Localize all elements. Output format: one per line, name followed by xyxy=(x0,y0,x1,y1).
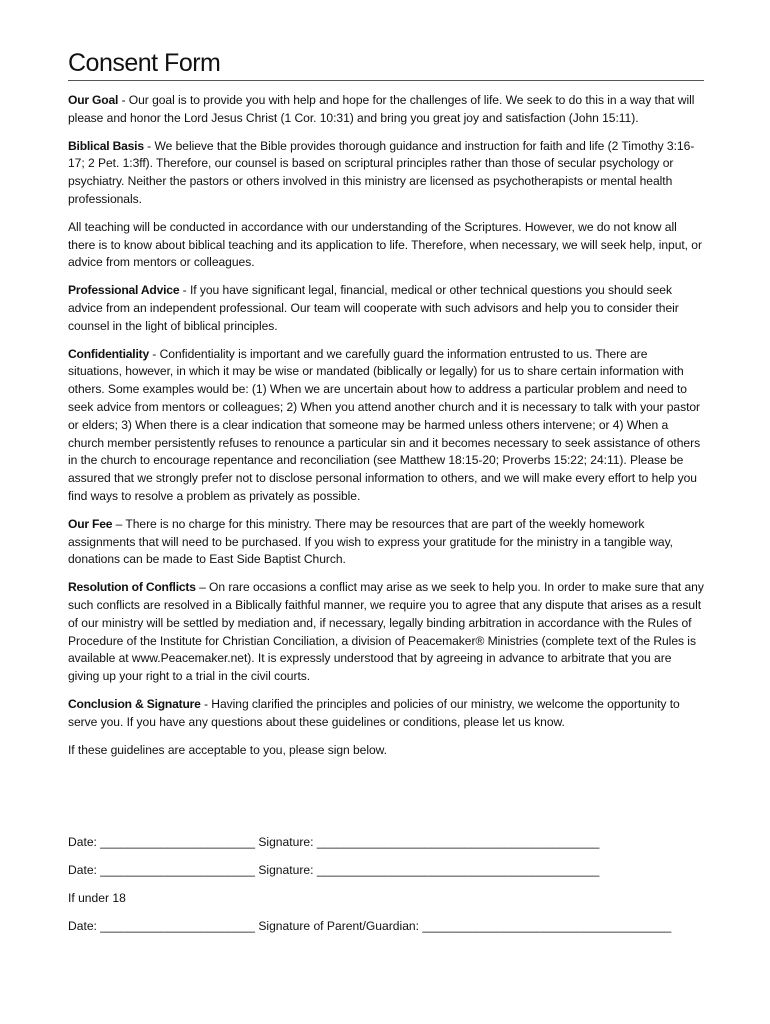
section-heading: Biblical Basis xyxy=(68,138,144,153)
section-our-goal xyxy=(68,92,704,128)
section-body: – There is no charge for this ministry. There may be resources that are part of the weekly homework assignments that will need to be purchased. If you wish to express your gratitude for the ministry in a tangible way, donations can be made to East Side Baptist Church. xyxy=(68,516,673,567)
parent-signature-line[interactable]: Date: _______________________ Signature of Parent/Guardian: _____________________________________ xyxy=(68,919,672,933)
section-teaching xyxy=(68,219,704,272)
section-heading: Our Goal xyxy=(68,93,119,107)
section-body: - Our goal is to provide you with help and hope for the challenges of life. We seek to do this in a way that will please and honor the Lord Jesus Christ (1 Cor. 10:31) and bring you great joy and satisfaction (John 15:11). xyxy=(68,93,695,125)
section-our-fee xyxy=(68,516,704,569)
section-heading: Confidentiality xyxy=(68,346,149,361)
section-body: - If you have significant legal, financial, medical or other technical questions you should seek advice from an independent professional. Our team will cooperate with such advisors and help you to consider their counsel in the light of biblical principles. xyxy=(68,283,679,333)
section-heading: Resolution of Conflicts xyxy=(68,580,196,595)
section-body: – On rare occasions a conflict may arise as we seek to help you. In order to make sure that any such conflicts are resolved in a Biblically faithful manner, we require you to agree that any dispute that arises as a result of our ministry will be settled by mediation and, if necessary, legally binding arbitration in accordance with the Rules of Procedure of the Institute for Christian Conciliation, a division of Peacemaker® Ministries (complete text of the Rules is available at www.Peacemaker.net). It is expressly understood that by agreeing in advance to arbitrate that you are giving up your right to a trial in the civil courts. xyxy=(68,580,704,684)
signature-line-1[interactable]: Date: _______________________ Signature: __________________________________________ xyxy=(68,835,600,849)
section-professional-advice xyxy=(68,282,704,335)
section-conclusion-signature xyxy=(68,696,704,732)
section-body: - Confidentiality is important and we carefully guard the information entrusted to us. There are situations, however, in which it may be wise or mandated (biblically or legally) for us to share certain information with others. Some examples would be: (1) When we are uncertain about how to address a particular problem and need to seek advice from mentors or colleagues; 2) When you attend another church and it is necessary to talk with your pastor or elders; 3) When there is a clear indication that someone may be harmed unless others intervene; or 4) When a church member persistently refuses to renounce a particular sin and it becomes necessary to seek assistance of others in the church to encourage repentance and reconciliation (see Matthew 18:15-20; Proverbs 15:22; 24:11). Please be assured that we strongly prefer not to disclose personal information to others, and we will make every effort to help you find ways to resolve a problem as privately as possible. xyxy=(68,346,701,503)
section-body: If these guidelines are acceptable to you, please sign below. xyxy=(68,742,387,757)
consent-form-page xyxy=(68,48,704,759)
signature-line-2[interactable]: Date: _______________________ Signature: __________________________________________ xyxy=(68,863,600,877)
under-18-label: If under 18 xyxy=(68,891,126,905)
section-body: All teaching will be conducted in accordance with our understanding of the Scriptures. However, we do not know all there is to know about biblical teaching and its application to life. Therefore, when necessary, we will seek help, input, or advice from mentors or colleagues. xyxy=(68,219,702,270)
section-confidentiality xyxy=(68,346,704,506)
section-body: - We believe that the Bible provides thorough guidance and instruction for faith and life (2 Timothy 3:16-17; 2 Pet. 1:3ff). Therefore, our counsel is based on scriptural principles rather than those of secular psychology or psychiatry. Neither the pastors or others involved in this ministry are licensed as psychotherapists or mental health professionals. xyxy=(68,138,695,206)
section-biblical-basis xyxy=(68,138,704,209)
section-body: - Having clarified the principles and policies of our ministry, we welcome the opportunity to serve you. If you have any questions about these guidelines or conditions, please let us know. xyxy=(68,696,680,729)
section-heading: Conclusion & Signature xyxy=(68,696,201,711)
page-title: Consent Form xyxy=(68,48,704,81)
section-resolution-of-conflicts xyxy=(68,579,704,686)
section-sign-below xyxy=(68,742,704,760)
section-heading: Professional Advice xyxy=(68,283,180,298)
section-heading: Our Fee xyxy=(68,516,113,531)
